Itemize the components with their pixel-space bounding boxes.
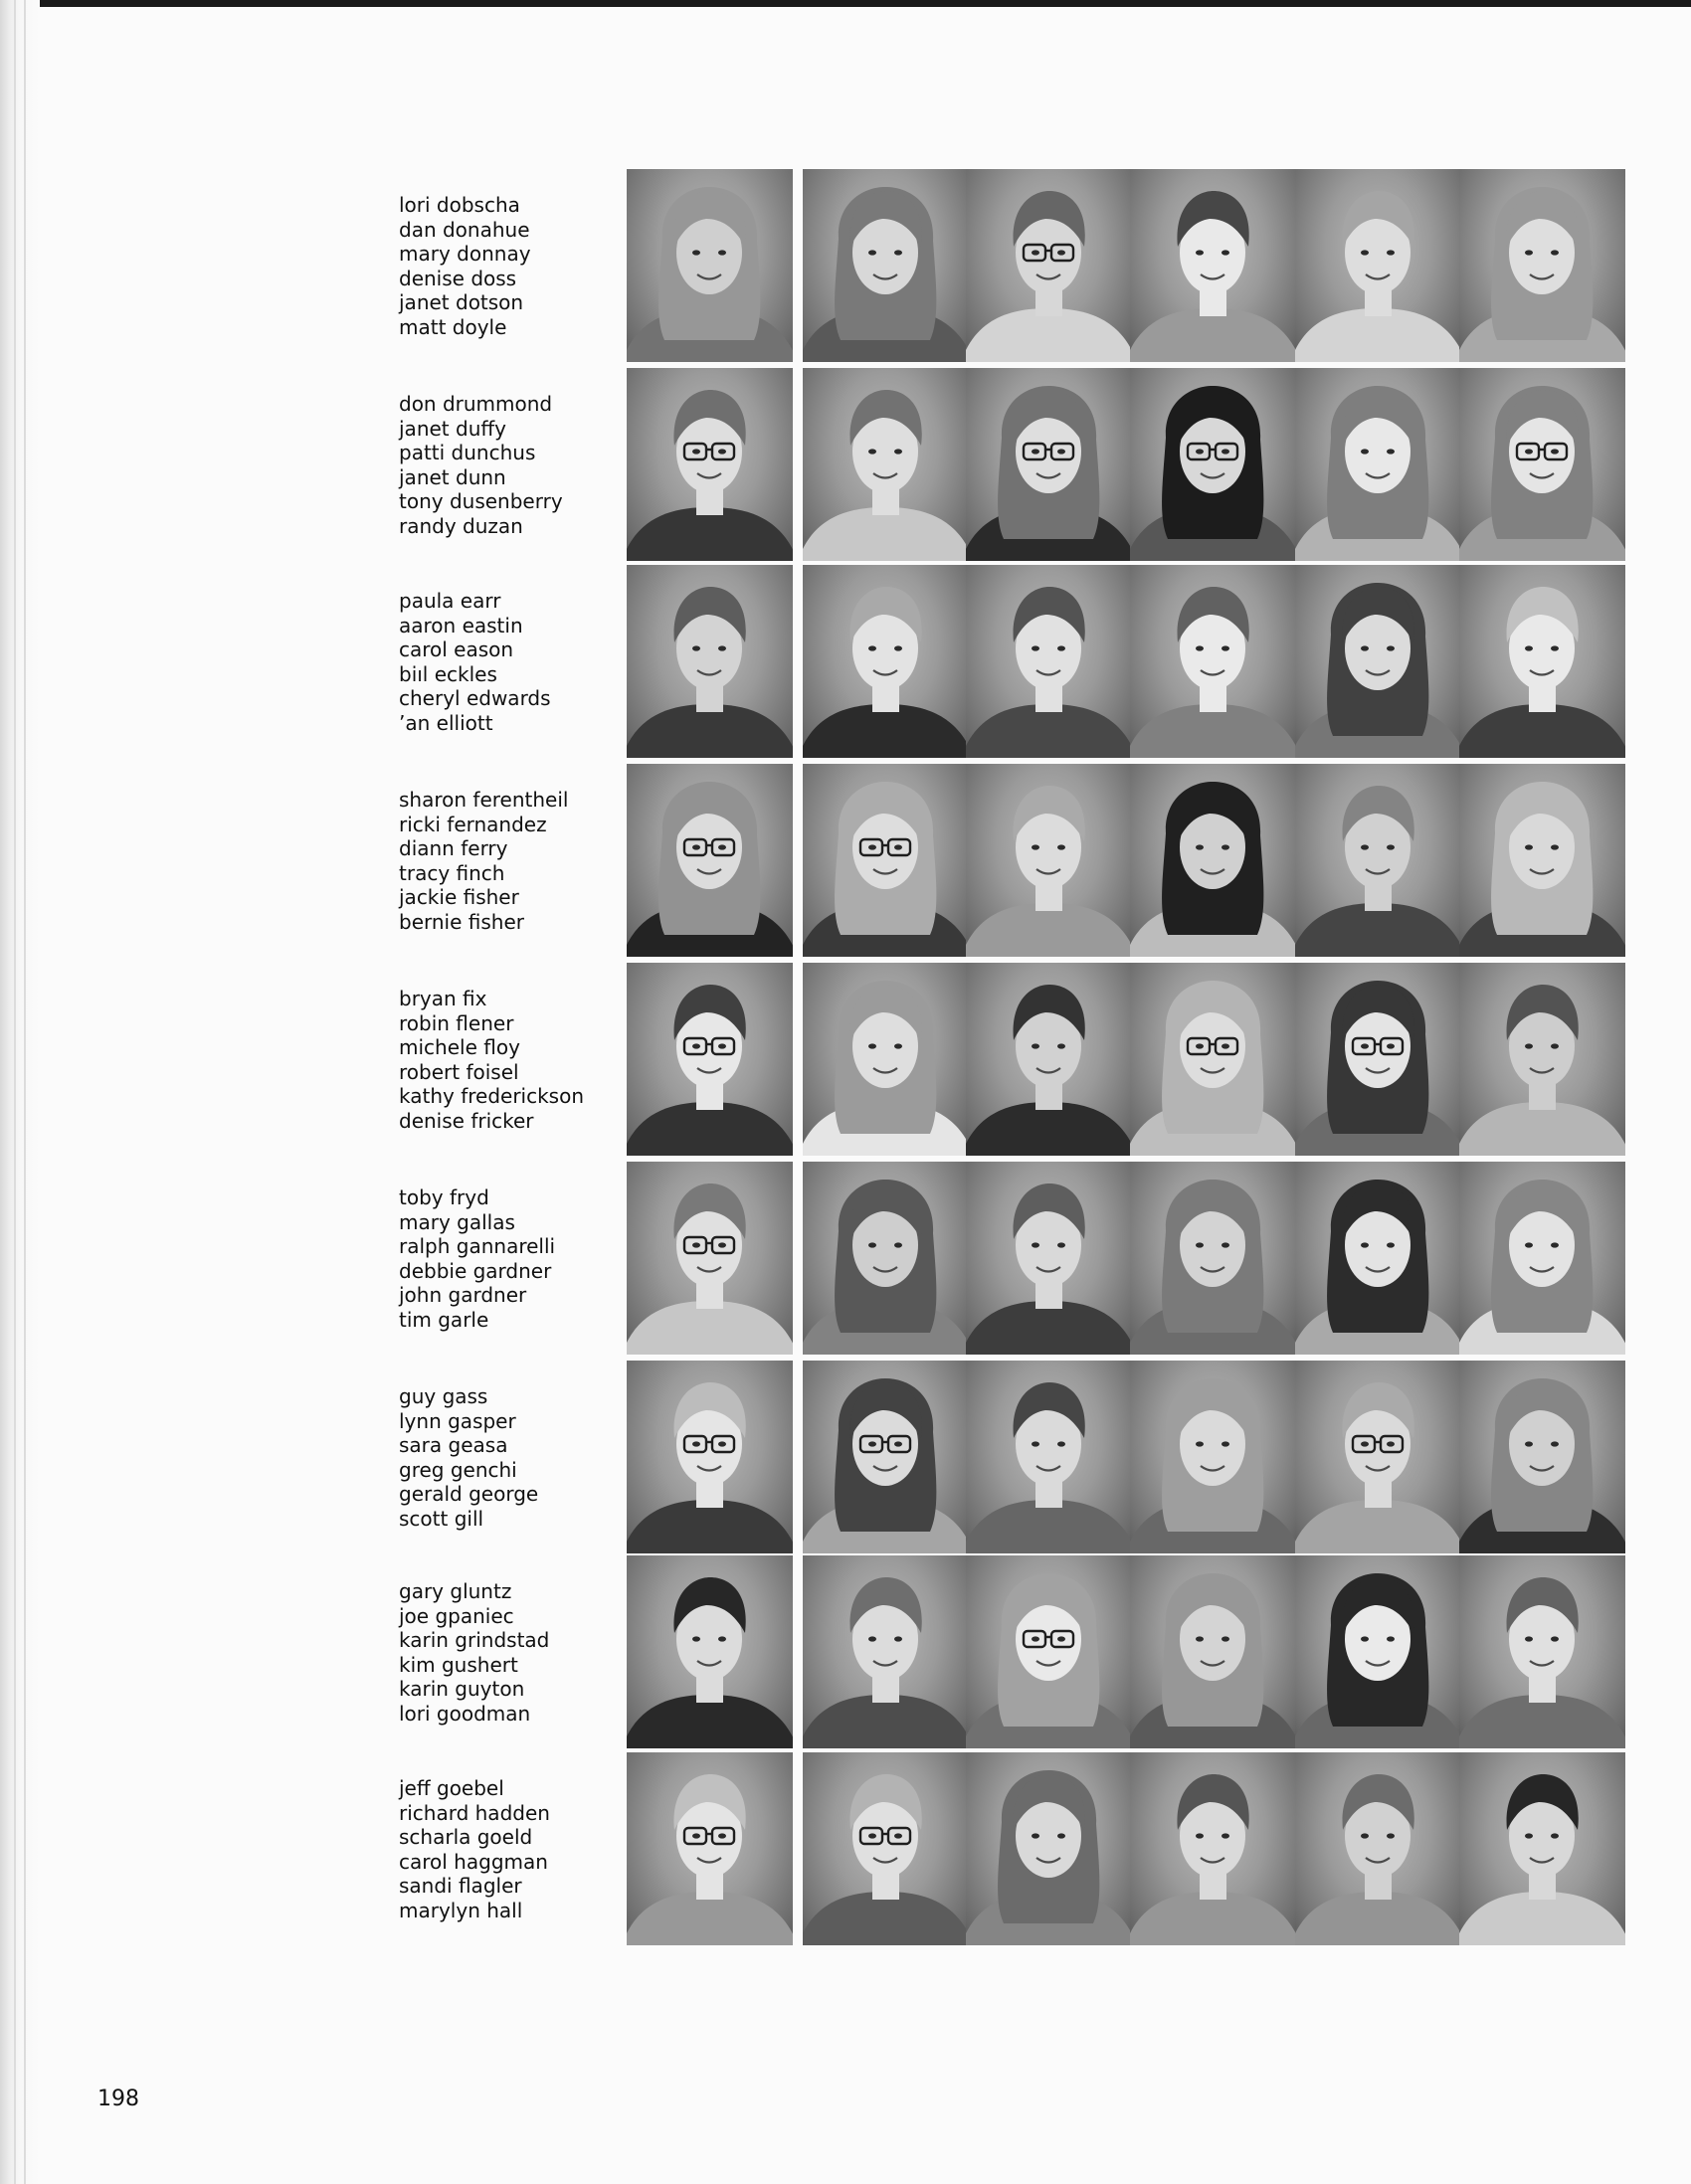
student-name-list	[399, 1185, 618, 1332]
student-name: denise fricker	[399, 1108, 534, 1133]
student-portrait-photo	[803, 1752, 969, 1945]
student-row	[0, 963, 1691, 1158]
student-portrait-photo	[966, 1162, 1132, 1355]
student-row	[0, 764, 1691, 959]
student-name: dan donahue	[399, 217, 530, 242]
student-name: lynn gasper	[399, 1408, 516, 1433]
student-row	[0, 1361, 1691, 1555]
student-portrait-photo	[1295, 565, 1461, 758]
student-name-list	[399, 1384, 618, 1531]
student-portrait-photo	[1295, 169, 1461, 362]
student-portrait-photo	[966, 764, 1132, 957]
student-name-list	[399, 193, 618, 339]
student-portrait-photo	[627, 1752, 793, 1945]
student-portrait-photo	[966, 1555, 1132, 1748]
student-name: lori goodman	[399, 1701, 531, 1726]
student-name: biıl eckles	[399, 661, 497, 686]
student-name: kathy frederickson	[399, 1084, 585, 1108]
student-portrait-photo	[966, 565, 1132, 758]
student-name-list	[399, 392, 618, 538]
student-row	[0, 565, 1691, 760]
student-name: gerald george	[399, 1482, 539, 1506]
student-name: janet duffy	[399, 416, 506, 441]
student-name: bernie fisher	[399, 909, 524, 934]
student-portrait-photo	[1459, 565, 1625, 758]
student-name: carol eason	[399, 637, 514, 661]
student-portrait-photo	[1459, 764, 1625, 957]
student-name: diann ferry	[399, 836, 508, 860]
student-name: karin grindstad	[399, 1628, 550, 1652]
student-portrait-photo	[1130, 963, 1296, 1156]
student-name: tim garle	[399, 1307, 489, 1332]
student-portrait-photo	[1459, 1752, 1625, 1945]
student-name: marylyn hall	[399, 1898, 523, 1922]
student-name: tracy finch	[399, 860, 505, 885]
student-name-list	[399, 1579, 618, 1726]
student-portrait-photo	[1459, 963, 1625, 1156]
student-name: scharla goeld	[399, 1825, 533, 1849]
student-name: denise doss	[399, 266, 517, 290]
student-portrait-photo	[1295, 963, 1461, 1156]
student-portrait-photo	[1130, 1555, 1296, 1748]
student-name: richard hadden	[399, 1800, 550, 1825]
student-portrait-photo	[1459, 368, 1625, 561]
student-portrait-photo	[966, 1361, 1132, 1553]
student-name-list	[399, 788, 618, 934]
student-name: scott gill	[399, 1506, 484, 1531]
student-row	[0, 169, 1691, 364]
student-portrait-photo	[803, 1555, 969, 1748]
student-name: karin guyton	[399, 1677, 525, 1701]
student-portrait-photo	[627, 1162, 793, 1355]
student-name: jeff goebel	[399, 1776, 504, 1800]
student-portrait-photo	[803, 1162, 969, 1355]
student-name: ralph gannarelli	[399, 1234, 556, 1258]
student-portrait-photo	[803, 169, 969, 362]
student-portrait-photo	[627, 1361, 793, 1553]
student-name: robin flener	[399, 1010, 514, 1035]
student-portrait-photo	[803, 764, 969, 957]
student-name: randy duzan	[399, 513, 523, 538]
student-name: jackie fisher	[399, 885, 519, 909]
student-portrait-photo	[627, 169, 793, 362]
student-portrait-photo	[1295, 1555, 1461, 1748]
student-portrait-photo	[1130, 169, 1296, 362]
student-portrait-photo	[803, 368, 969, 561]
student-name: tony dusenberry	[399, 489, 563, 513]
student-name: john gardner	[399, 1283, 527, 1307]
student-portrait-photo	[1459, 1555, 1625, 1748]
student-name: janet dunn	[399, 464, 506, 489]
student-name: matt doyle	[399, 314, 507, 339]
student-row	[0, 1162, 1691, 1357]
student-portrait-photo	[1130, 1361, 1296, 1553]
student-portrait-photo	[627, 368, 793, 561]
student-portrait-photo	[627, 565, 793, 758]
student-name: kim gushert	[399, 1652, 518, 1677]
student-name: cheryl edwards	[399, 686, 551, 710]
student-name: aaron eastin	[399, 613, 523, 637]
student-portrait-photo	[1459, 1361, 1625, 1553]
student-name: ’an elliott	[399, 710, 493, 735]
student-name: bryan fix	[399, 987, 487, 1010]
student-row	[0, 1752, 1691, 1947]
student-name: greg genchi	[399, 1457, 517, 1482]
student-name: toby fryd	[399, 1185, 489, 1209]
student-name: lori dobscha	[399, 193, 520, 217]
student-name: michele floy	[399, 1035, 520, 1059]
student-portrait-photo	[803, 963, 969, 1156]
student-name: joe gpaniec	[399, 1603, 514, 1628]
student-portrait-photo	[1130, 1752, 1296, 1945]
student-name: carol haggman	[399, 1849, 548, 1874]
student-portrait-photo	[627, 764, 793, 957]
student-name: sandi flagler	[399, 1874, 522, 1898]
student-portrait-photo	[1130, 368, 1296, 561]
student-name: gary gluntz	[399, 1579, 512, 1603]
student-portrait-photo	[1130, 565, 1296, 758]
student-portrait-photo	[966, 368, 1132, 561]
student-name: sharon ferentheil	[399, 788, 569, 812]
student-portrait-photo	[803, 565, 969, 758]
student-portrait-photo	[1295, 1162, 1461, 1355]
student-portrait-photo	[1459, 169, 1625, 362]
student-name-list	[399, 987, 618, 1133]
student-row	[0, 1555, 1691, 1750]
student-portrait-photo	[627, 1555, 793, 1748]
student-name: ricki fernandez	[399, 812, 547, 836]
student-name: robert foisel	[399, 1059, 519, 1084]
student-portrait-photo	[1295, 1752, 1461, 1945]
student-portrait-photo	[627, 963, 793, 1156]
student-name: patti dunchus	[399, 441, 536, 464]
student-name: don drummond	[399, 392, 553, 416]
student-portrait-photo	[1295, 764, 1461, 957]
student-portrait-photo	[1459, 1162, 1625, 1355]
student-name: debbie gardner	[399, 1258, 552, 1283]
student-name-list	[399, 1776, 618, 1922]
student-name-list	[399, 589, 618, 735]
student-name: paula earr	[399, 589, 501, 613]
student-name: janet dotson	[399, 290, 524, 314]
student-portrait-photo	[966, 1752, 1132, 1945]
student-name: sara geasa	[399, 1433, 508, 1457]
student-portrait-photo	[1130, 764, 1296, 957]
student-portrait-photo	[966, 169, 1132, 362]
page-number: 198	[97, 2087, 139, 2111]
student-portrait-photo	[1295, 1361, 1461, 1553]
student-row	[0, 368, 1691, 563]
student-name: mary gallas	[399, 1209, 515, 1234]
student-portrait-photo	[803, 1361, 969, 1553]
student-name: mary donnay	[399, 242, 531, 266]
student-portrait-photo	[1130, 1162, 1296, 1355]
student-name: guy gass	[399, 1384, 488, 1408]
student-portrait-photo	[1295, 368, 1461, 561]
student-portrait-photo	[966, 963, 1132, 1156]
